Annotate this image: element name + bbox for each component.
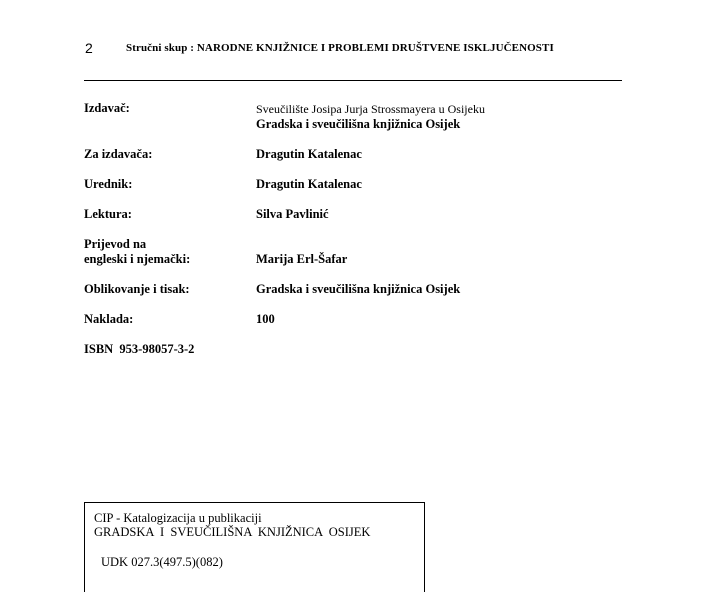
proofreading-value: Silva Pavlinić	[256, 207, 329, 221]
for-publisher-label: Za izdavača:	[84, 147, 153, 161]
cip-box	[84, 502, 425, 592]
print-run-value: 100	[256, 312, 275, 326]
translation-value: Marija Erl-Šafar	[256, 252, 348, 266]
header-rule	[84, 80, 622, 81]
publisher-label: Izdavač:	[84, 101, 130, 115]
page-number: 2	[85, 40, 93, 56]
isbn: ISBN 953-98057-3-2	[84, 342, 195, 356]
cip-udk: UDK 027.3(497.5)(082)	[101, 555, 223, 569]
design-value: Gradska i sveučilišna knjižnica Osijek	[256, 282, 461, 296]
translation-label-line-2: engleski i njemački:	[84, 252, 191, 266]
translation-label-line-1: Prijevod na	[84, 237, 147, 251]
for-publisher-value: Dragutin Katalenac	[256, 147, 362, 161]
cip-title: CIP - Katalogizacija u publikaciji	[94, 511, 262, 525]
cip-library-name: GRADSKA I SVEUČILIŠNA KNJIŽNICA OSIJEK	[94, 525, 371, 539]
publisher-line-1: Sveučilište Josipa Jurja Strossmayera u Osijeku	[256, 102, 485, 116]
proofreading-label: Lektura:	[84, 207, 132, 221]
design-label: Oblikovanje i tisak:	[84, 282, 190, 296]
print-run-label: Naklada:	[84, 312, 134, 326]
publisher-line-2: Gradska i sveučilišna knjižnica Osijek	[256, 117, 461, 131]
editor-label: Urednik:	[84, 177, 133, 191]
running-header: Stručni skup : NARODNE KNJIŽNICE I PROBLEMI DRUŠTVENE ISKLJUČENOSTI	[126, 42, 554, 54]
editor-value: Dragutin Katalenac	[256, 177, 362, 191]
